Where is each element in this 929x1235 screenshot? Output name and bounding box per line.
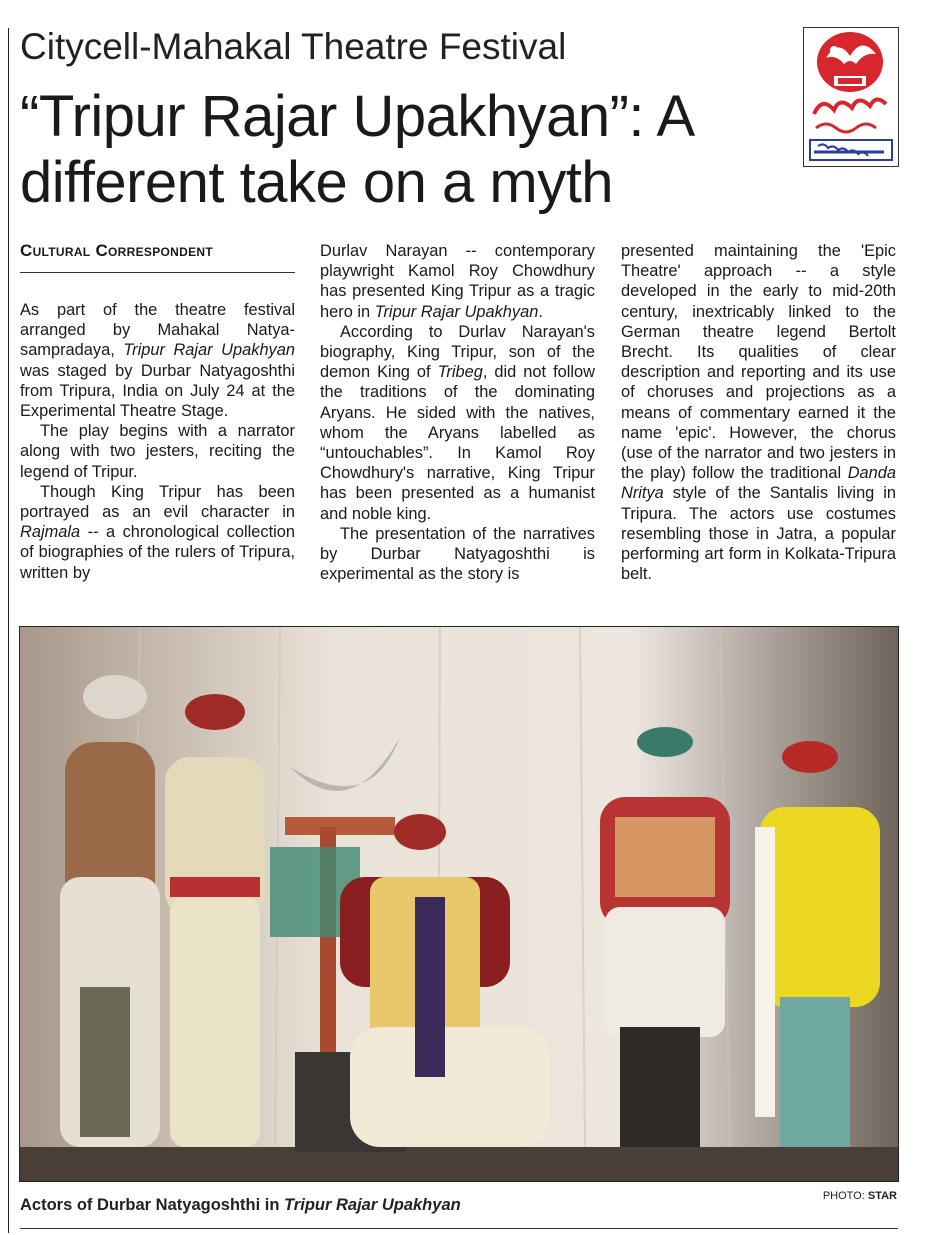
paragraph: As part of the theatre festival arranged by Mahakal Natya-sampradaya, Tripur Rajar Upakhyan was staged by Durbar Natyagoshthi from Tripura, India on July 24 at the Experimental Theatre Stage. bbox=[20, 301, 295, 421]
festival-logo-graphic bbox=[804, 28, 898, 166]
headline: “Tripur Rajar Upakhyan”: A different take on a myth bbox=[20, 84, 692, 215]
paragraph: According to Durlav Narayan's biography, King Tripur, son of the demon King of Tribeg, did not follow the traditions of the dominating Aryans. He sided with the natives, whom the Aryans labelled as “untouchables”. In Kamol Roy Chowdhury's narrative, King Tripur has been presented as a humanist and noble king. bbox=[320, 322, 595, 523]
article-column-2 bbox=[320, 241, 595, 584]
byline-rule bbox=[20, 272, 295, 273]
byline: Cultural Correspondent bbox=[20, 241, 213, 260]
kicker: Citycell-Mahakal Theatre Festival bbox=[20, 26, 567, 67]
paragraph: Durlav Narayan -- contemporary playwright Kamol Roy Chowdhury has presented King Tripur as a tragic hero in Tripur Rajar Upakhyan. bbox=[320, 242, 595, 321]
stage-photo-illustration bbox=[20, 627, 898, 1181]
bottom-rule bbox=[20, 1228, 898, 1229]
paragraph: Though King Tripur has been portrayed as an evil character in Rajmala -- a chronological collection of biographies of the rulers of Tripura, written by bbox=[20, 482, 295, 582]
paragraph: The presentation of the narratives by Durbar Natyagoshthi is experimental as the story is bbox=[320, 524, 595, 584]
festival-logo bbox=[803, 27, 899, 167]
article-column-3 bbox=[621, 241, 896, 584]
photo-credit: PHOTO: STAR bbox=[822, 1190, 897, 1202]
photo-caption: Actors of Durbar Natyagoshthi in Tripur Rajar Upakhyan bbox=[20, 1196, 461, 1214]
paragraph: The play begins with a narrator along with two jesters, reciting the legend of Tripur. bbox=[20, 422, 295, 481]
article-column-1 bbox=[20, 300, 295, 583]
left-column-rule bbox=[8, 28, 9, 1233]
paragraph: presented maintaining the 'Epic Theatre' approach -- a style developed in the early to mid-20th century, inextricably linked to the German theatre legend Bertolt Brecht. Its qualities of clear description and reporting and its use of choruses and projections as a means of commentary earned it the name 'epic'. However, the chorus (use of the narrator and two jesters in the play) follow the traditional Danda Nritya style of the Santalis living in Tripura. The actors use costumes resembling those in Jatra, a popular performing art form in Kolkata-Tripura belt. bbox=[621, 242, 896, 584]
stage-photo bbox=[19, 626, 899, 1182]
